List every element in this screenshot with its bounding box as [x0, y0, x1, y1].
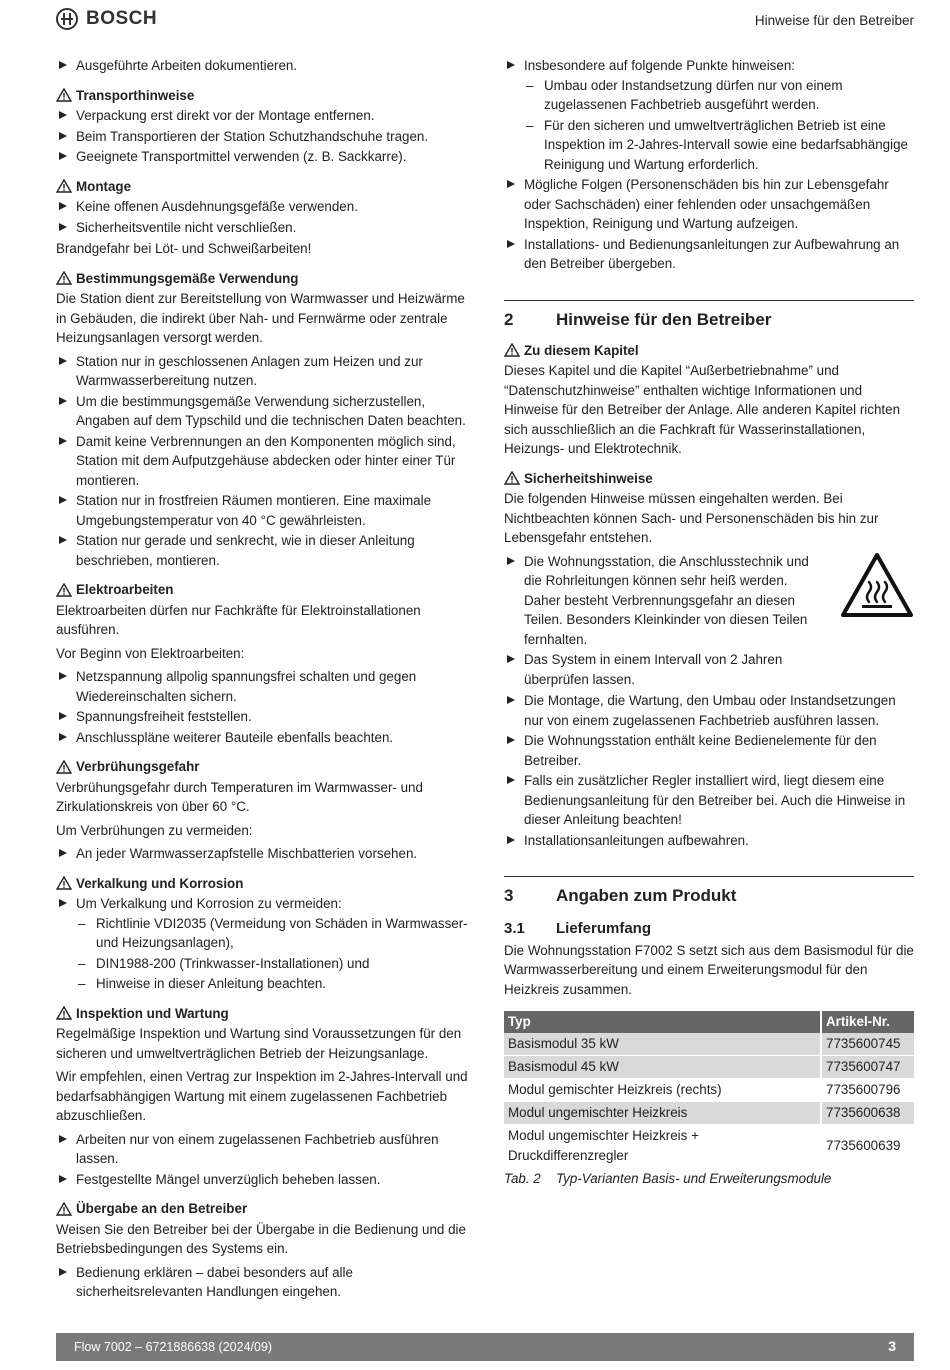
heading-bestimmung: [56, 269, 468, 289]
table-header-cell: Typ: [504, 1011, 821, 1033]
table-header-row: [504, 1011, 914, 1033]
verkalkung-list: [56, 894, 468, 994]
paragraph: Vor Beginn von Elektroarbeiten:: [56, 645, 245, 661]
list-item: Anschlusspläne weiterer Bauteile ebenfalls beachten.: [56, 728, 468, 748]
warning-icon: [56, 1202, 72, 1216]
warning-icon: [56, 760, 72, 774]
verbruehung-list: [56, 844, 468, 864]
list-item-text: Insbesondere auf folgende Punkte hinweisen:: [524, 58, 795, 73]
list-item: Ausgeführte Arbeiten dokumentieren.: [56, 56, 468, 76]
list-item: Netzspannung allpolig spannungsfrei schalten und gegen Wiedereinschalten sichern.: [56, 667, 468, 706]
list-item: Um die bestimmungsgemäße Verwendung sicherzustellen, Angaben auf dem Typschild und die technischen Daten beachten.: [56, 392, 468, 431]
table-cell: 7735600745: [821, 1033, 914, 1056]
dash-list: [76, 914, 468, 994]
list-item: [504, 56, 914, 174]
list-item: Verpackung erst direkt vor der Montage entfernen.: [56, 106, 468, 126]
list-item: Arbeiten nur von einem zugelassenen Fachbetrieb ausführen lassen.: [56, 1130, 468, 1169]
paragraph: Die Wohnungsstation F7002 S setzt sich aus dem Basismodul für die Warmwasserbereitung und einem Erweiterungsmodul für den Heizkreis zusammen.: [504, 942, 914, 997]
brand-name: BOSCH: [86, 8, 158, 30]
table-cell: 7735600639: [821, 1125, 914, 1167]
warning-icon: [56, 179, 72, 193]
warning-icon: [56, 1006, 72, 1020]
list-item: Das System in einem Intervall von 2 Jahren überprüfen lassen.: [504, 650, 914, 689]
bestimmung-list: [56, 352, 468, 571]
heading-text: Bestimmungsgemäße Verwendung: [76, 270, 299, 286]
inspektion-list: [56, 1130, 468, 1190]
intro-list: [56, 56, 468, 76]
chapter-title: Hinweise für den Betreiber: [556, 309, 772, 329]
dash-list: [524, 76, 914, 175]
heading-montage: [56, 177, 468, 197]
list-item: Die Montage, die Wartung, den Umbau oder Instandsetzungen nur von einem zugelassenen Fachbetrieb ausführen lassen.: [504, 691, 914, 730]
table-cell: Modul gemischter Heizkreis (rechts): [504, 1079, 821, 1102]
page-header: [56, 6, 914, 36]
list-item: Damit keine Verbrennungen an den Komponenten möglich sind, Station mit dem Aufputzgehäuse abdecken oder hinter einer Tür montieren.: [56, 432, 468, 491]
heading-elektro: [56, 580, 468, 600]
list-item: Installationsanleitungen aufbewahren.: [504, 831, 914, 851]
table-cell: 7735600796: [821, 1079, 914, 1102]
transport-list: [56, 106, 468, 167]
warning-icon: [504, 471, 520, 485]
table-row: [504, 1033, 914, 1056]
document-id: Flow 7002 – 6721886638 (2024/09): [74, 1340, 273, 1354]
sicherheit-list-narrow: [504, 552, 914, 690]
paragraph: Wir empfehlen, einen Vertrag zur Inspektion im 2-Jahres-Intervall und bedarfsabhängigen Wartung mit einem zugelassenen Fachbetrieb abzuschließen.: [56, 1069, 468, 1123]
warning-icon: [56, 271, 72, 285]
left-column: [56, 56, 468, 1304]
list-item: Beim Transportieren der Station Schutzhandschuhe tragen.: [56, 127, 468, 147]
heading-text: Verbrühungsgefahr: [76, 759, 200, 774]
dash-item: – Richtlinie VDI2035 (Vermeidung von Schäden in Warmwasser- und Heizungsanlagen),: [76, 914, 468, 953]
paragraph: Die Station dient zur Bereitstellung von Warmwasser und Heizwärme in Gebäuden, die indirekt über Nah- und Fernwärme oder zentrale Heizungsanlagen versorgt werden.: [56, 291, 465, 345]
bosch-armature-icon: [56, 8, 78, 30]
paragraph: Brandgefahr bei Löt- und Schweißarbeiten!: [56, 241, 312, 256]
list-item: Station nur in geschlossenen Anlagen zum Heizen und zur Warmwasserbereitung nutzen.: [56, 352, 468, 391]
chapter-heading-3: [504, 876, 914, 907]
list-item: Sicherheitsventile nicht verschließen.: [56, 218, 468, 238]
sicherheit-list: [504, 691, 914, 850]
table-cell: 7735600638: [821, 1102, 914, 1125]
list-item: Keine offenen Ausdehnungsgefäße verwenden.: [56, 197, 468, 217]
heading-transport: [56, 86, 468, 106]
table-caption-text: Typ-Varianten Basis- und Erweiterungsmodule: [556, 1171, 832, 1186]
paragraph: Weisen Sie den Betreiber bei der Übergabe in die Bedienung und die Betriebsbedingungen des Systems ein.: [56, 1221, 466, 1256]
page-footer: [56, 1333, 914, 1361]
list-item: Installations- und Bedienungsanleitungen zur Aufbewahrung an den Betreiber übergeben.: [504, 235, 914, 274]
section-heading-3-1: [504, 919, 914, 939]
dash-item: – Hinweise in dieser Anleitung beachten.: [76, 974, 468, 994]
uebergabe-list: [56, 1263, 468, 1302]
table-header-cell: Artikel-Nr.: [821, 1011, 914, 1033]
list-item-text: Um Verkalkung und Korrosion zu vermeiden:: [76, 896, 342, 911]
chapter-number: 2: [504, 309, 514, 329]
list-item: Station nur gerade und senkrecht, wie in dieser Anleitung beschrieben, montieren.: [56, 531, 468, 570]
table-row: [504, 1102, 914, 1125]
warning-icon: [56, 876, 72, 890]
list-item: Station nur in frostfreien Räumen montieren. Eine maximale Umgebungstemperatur von 40 °C gewährleisten.: [56, 491, 468, 530]
list-item: Die Wohnungsstation enthält keine Bedienelemente für den Betreiber.: [504, 731, 914, 770]
list-item: Bedienung erklären – dabei besonders auf alle sicherheitsrelevanten Handlungen eingehen.: [56, 1263, 468, 1302]
heading-text: Übergabe an den Betreiber: [76, 1201, 248, 1216]
heading-sicherheit: [504, 469, 914, 489]
list-item: Mögliche Folgen (Personenschäden bis hin zur Lebensgefahr oder Sachschäden) einer fehlenden oder unsachgemäßen Inspektion, Reinigung und Wartung aufzeigen.: [504, 175, 914, 234]
heading-text: Verkalkung und Korrosion: [76, 875, 244, 891]
table-cell: Basismodul 35 kW: [504, 1033, 821, 1056]
heading-text: Montage: [76, 178, 132, 194]
paragraph: Regelmäßige Inspektion und Wartung sind Voraussetzungen für den sicheren und umweltverträglichen Betrieb der Heizungsanlage.: [56, 1026, 462, 1061]
dash-item: – Umbau oder Instandsetzung dürfen nur von einem zugelassenen Fachbetrieb ausgeführt werden.: [524, 76, 914, 115]
heading-text: Sicherheitshinweise: [524, 470, 653, 486]
hot-surface-block: [504, 552, 914, 690]
heading-text: Zu diesem Kapitel: [524, 342, 639, 358]
table-row: [504, 1056, 914, 1079]
warning-icon: [504, 343, 520, 357]
heading-inspektion: [56, 1004, 468, 1024]
heading-kapitel: [504, 341, 914, 361]
paragraph: Um Verbrühungen zu vermeiden:: [56, 822, 253, 838]
heading-text: Transporthinweise: [76, 87, 195, 103]
type-variants-table: [504, 1011, 914, 1167]
list-item: Festgestellte Mängel unverzüglich beheben lassen.: [56, 1170, 468, 1190]
heading-uebergabe: [56, 1199, 468, 1219]
list-item: An jeder Warmwasserzapfstelle Mischbatterien vorsehen.: [56, 844, 468, 864]
right-column: [504, 56, 914, 1189]
continuation-list: [504, 56, 914, 274]
montage-list: [56, 197, 468, 237]
table-caption-label: Tab. 2: [504, 1171, 541, 1186]
heading-text: Elektroarbeiten: [76, 582, 174, 597]
heading-verbruehung: [56, 757, 468, 777]
table-caption: [504, 1169, 914, 1189]
heading-text: Inspektion und Wartung: [76, 1005, 229, 1021]
list-item: [56, 894, 468, 994]
warning-icon: [56, 88, 72, 102]
bosch-logo: [56, 8, 157, 30]
paragraph: Verbrühungsgefahr durch Temperaturen im Warmwasser- und Zirkulationskreis von über 60 °C.: [56, 779, 423, 814]
warning-icon: [56, 583, 72, 597]
list-item: Geeignete Transportmittel verwenden (z. B. Sackkarre).: [56, 147, 468, 167]
paragraph: Elektroarbeiten dürfen nur Fachkräfte für Elektroinstallationen ausführen.: [56, 602, 421, 637]
dash-item: – Für den sicheren und umweltverträglichen Betrieb ist eine Inspektion im 2-Jahres-Intervall sowie eine bedarfsabhängige Reinigung und Wartung erforderlich.: [524, 116, 914, 175]
chapter-number: 3: [504, 886, 514, 905]
list-item: Spannungsfreiheit feststellen.: [56, 707, 468, 727]
table-row: [504, 1079, 914, 1102]
paragraph: Dieses Kapitel und die Kapitel “Außerbetriebnahme” und “Datenschutzhinweise” enthalten wichtige Informationen und Hinweise für den Betreiber der Anlage. Alle anderen Kapitel richten sich ausschließlich an die Fachkraft für Wasserinstallationen, Heizungs- und Elektrotechnik.: [504, 363, 901, 456]
header-section-title: Hinweise für den Betreiber: [754, 13, 914, 28]
table-cell: Modul ungemischter Heizkreis + Druckdifferenzregler: [504, 1125, 821, 1167]
table-row: [504, 1125, 914, 1167]
chapter-title: Angaben zum Produkt: [556, 886, 737, 905]
table-cell: Modul ungemischter Heizkreis: [504, 1102, 821, 1125]
paragraph: Die folgenden Hinweise müssen eingehalten werden. Bei Nichtbeachten können Sach- und Personenschäden bis hin zur Lebensgefahr entstehen.: [504, 491, 879, 545]
table-cell: Basismodul 45 kW: [504, 1056, 821, 1079]
section-title: Lieferumfang: [556, 920, 652, 937]
page-number: 3: [888, 1338, 896, 1354]
dash-item: – DIN1988-200 (Trinkwasser-Installationen) und: [76, 954, 468, 974]
heading-verkalkung: [56, 874, 468, 894]
section-number: 3.1: [504, 920, 525, 937]
table-cell: 7735600747: [821, 1056, 914, 1079]
list-item: Falls ein zusätzlicher Regler installiert wird, liegt diesem eine Bedienungsanleitung für den Betreiber bei. Auch die Hinweise in dieser Anleitung beachten!: [504, 771, 914, 830]
list-item: Die Wohnungsstation, die Anschlusstechnik und die Rohrleitungen können sehr heiß werden. Daher besteht Verbrennungsgefahr an diesen Teilen. Besonders Kleinkinder von diesen Teilen fernhalten.: [504, 552, 914, 650]
chapter-heading-2: [504, 300, 914, 331]
elektro-list: [56, 667, 468, 747]
